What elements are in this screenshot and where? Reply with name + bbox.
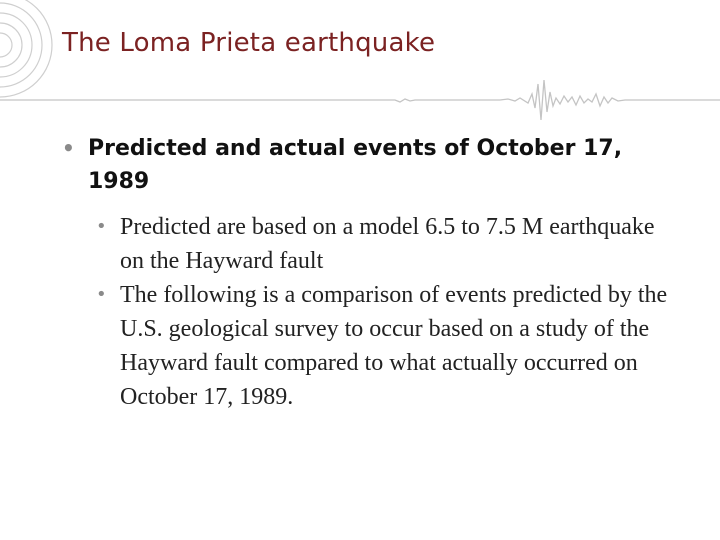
sub-bullet-item bbox=[96, 278, 676, 414]
sub-bullet-item bbox=[96, 210, 676, 278]
main-bullet bbox=[62, 132, 662, 198]
bullet-dot-icon: • bbox=[62, 136, 75, 160]
sub-bullet-list bbox=[96, 210, 676, 414]
sub-bullet-text: The following is a comparison of events predicted by the U.S. geological survey to occur based on a study of the Hayward fault compared to what actually occurred on October 17, 1989. bbox=[120, 282, 668, 410]
seismograph-wave-icon bbox=[0, 72, 720, 132]
bullet-dot-icon: • bbox=[96, 216, 107, 237]
main-bullet-text: Predicted and actual events of October 17, 1989 bbox=[88, 136, 623, 194]
bullet-dot-icon: • bbox=[96, 284, 107, 305]
slide-title: The Loma Prieta earthquake bbox=[62, 28, 436, 58]
sub-bullet-text: Predicted are based on a model 6.5 to 7.5 M earthquake on the Hayward fault bbox=[120, 214, 655, 274]
